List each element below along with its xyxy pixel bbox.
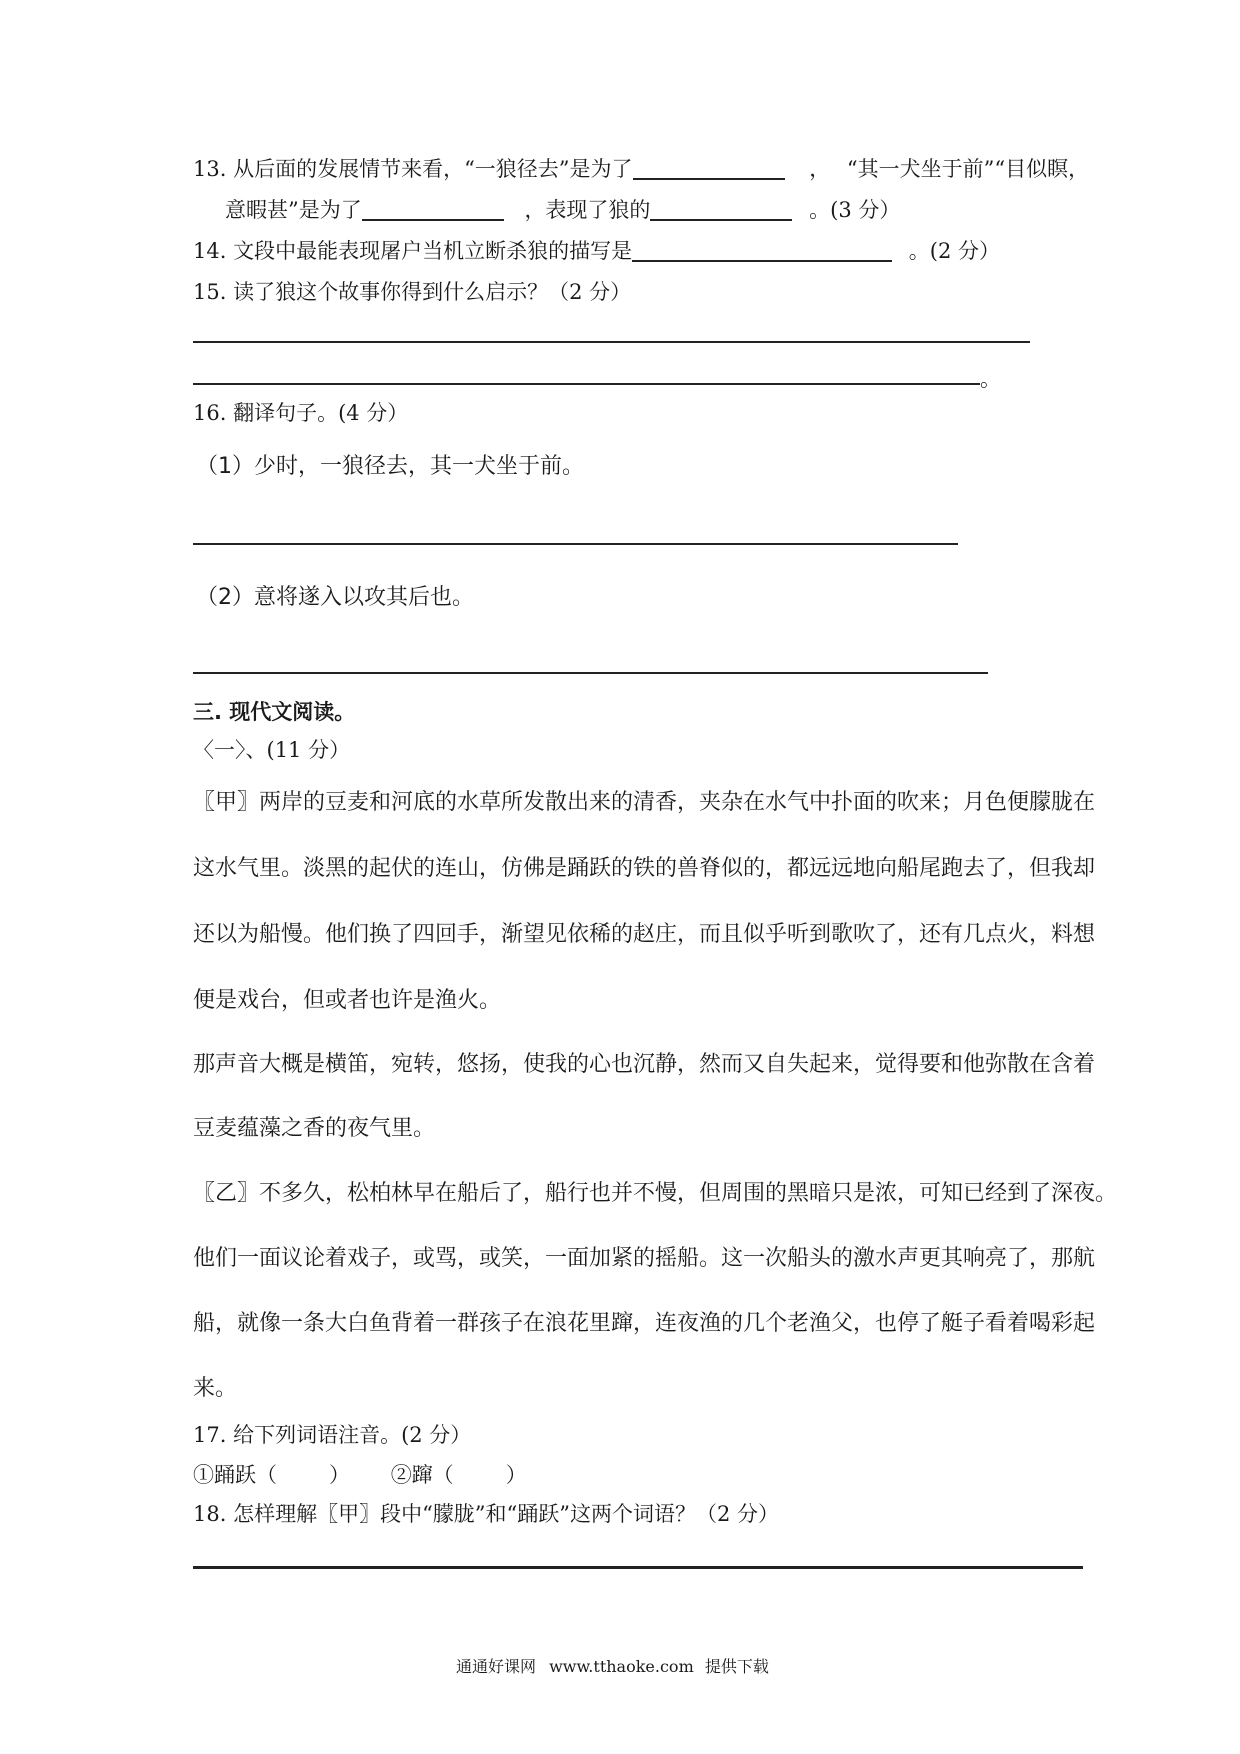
- q14-blank[interactable]: [632, 240, 892, 262]
- q14-line: [193, 236, 1000, 266]
- q15-answer-line-2[interactable]: [193, 383, 980, 385]
- q13-blank-1[interactable]: [633, 158, 785, 180]
- passage-line: 〖乙〗不多久，松柏林早在船后了，船行也并不慢，但周围的黑暗只是浓，可知已经到了深夜。: [193, 1181, 1118, 1206]
- q15-question: 15. 读了狼这个故事你得到什么启示？（2 分）: [193, 280, 632, 304]
- q14-prefix: 14. 文段中最能表现屠户当机立断杀狼的描写是: [193, 239, 633, 263]
- footer: [456, 1654, 769, 1677]
- q16-item-1: （1）少时，一狼径去，其一犬坐于前。: [196, 454, 584, 479]
- q13-quote: “其一犬坐于前”“目似瞑，: [846, 157, 1090, 181]
- q13-line2: [225, 195, 900, 225]
- q13-blank-2[interactable]: [362, 199, 504, 221]
- passage-line: 他们一面议论着戏子，或骂，或笑，一面加紧的摇船。这一次船头的激水声更其响亮了，那航: [193, 1246, 1096, 1271]
- footer-action: 提供下载: [704, 1657, 769, 1676]
- footer-url[interactable]: www.tthaoke.com: [549, 1657, 694, 1676]
- q17-items: [193, 1460, 527, 1490]
- section-subtitle: 〈一〉、(11 分）: [193, 738, 351, 762]
- q17-question: 17. 给下列词语注音。(2 分）: [193, 1423, 472, 1447]
- q13-prefix: 13. 从后面的发展情节来看，“一狼径去”是为了: [193, 157, 633, 181]
- passage-line: 〖甲〗两岸的豆麦和河底的水草所发散出来的清香，夹杂在水气中扑面的吹来；月色便朦胧在: [193, 790, 1096, 815]
- section-title: 三. 现代文阅读。: [193, 700, 356, 724]
- q16-answer-line-2[interactable]: [193, 672, 988, 674]
- q18-answer-line[interactable]: [193, 1566, 1083, 1569]
- passage-line: 豆麦蕴藻之香的夜气里。: [193, 1116, 436, 1141]
- passage-line: 便是戏台，但或者也许是渔火。: [193, 988, 502, 1013]
- q14-score: 。(2 分）: [908, 239, 1000, 263]
- q13-line1: [193, 154, 1089, 184]
- q17-item2-label: ②蹿（: [390, 1463, 454, 1487]
- q15-end-mark: 。: [980, 367, 1001, 391]
- q13-comma: ，: [809, 157, 831, 181]
- q17-item2-close: ）: [505, 1463, 527, 1487]
- q13-score: 。(3 分）: [809, 198, 901, 222]
- q16-question: 16. 翻译句子。(4 分）: [193, 401, 409, 425]
- q13-line2-middle: ，表现了狼的: [524, 198, 651, 222]
- footer-site: 通通好课网: [456, 1657, 537, 1676]
- passage-line: 来。: [193, 1376, 238, 1401]
- q15-answer-line-1[interactable]: [193, 341, 1030, 343]
- q17-item1-label: ①踊跃（: [193, 1463, 277, 1487]
- q13-blank-3[interactable]: [650, 199, 792, 221]
- passage-line: 还以为船慢。他们换了四回手，渐望见依稀的赵庄，而且似乎听到歌吹了，还有几点火，料想: [193, 922, 1096, 947]
- passage-line: 那声音大概是横笛，宛转，悠扬，使我的心也沉静，然而又自失起来，觉得要和他弥散在含着: [193, 1052, 1096, 1077]
- q17-item1-close: ）: [329, 1463, 350, 1487]
- q13-line2-prefix: 意暇甚”是为了: [225, 198, 362, 222]
- q16-answer-line-1[interactable]: [193, 543, 958, 545]
- q16-item-2: （2）意将遂入以攻其后也。: [196, 585, 474, 610]
- passage-line: 这水气里。淡黑的起伏的连山，仿佛是踊跃的铁的兽脊似的，都远远地向船尾跑去了，但我却: [193, 856, 1096, 881]
- q18-question: 18. 怎样理解〖甲〗段中“朦胧”和“踊跃”这两个词语？（2 分）: [193, 1502, 780, 1526]
- passage-line: 船，就像一条大白鱼背着一群孩子在浪花里蹿，连夜渔的几个老渔父，也停了艇子看着喝彩起: [193, 1311, 1096, 1336]
